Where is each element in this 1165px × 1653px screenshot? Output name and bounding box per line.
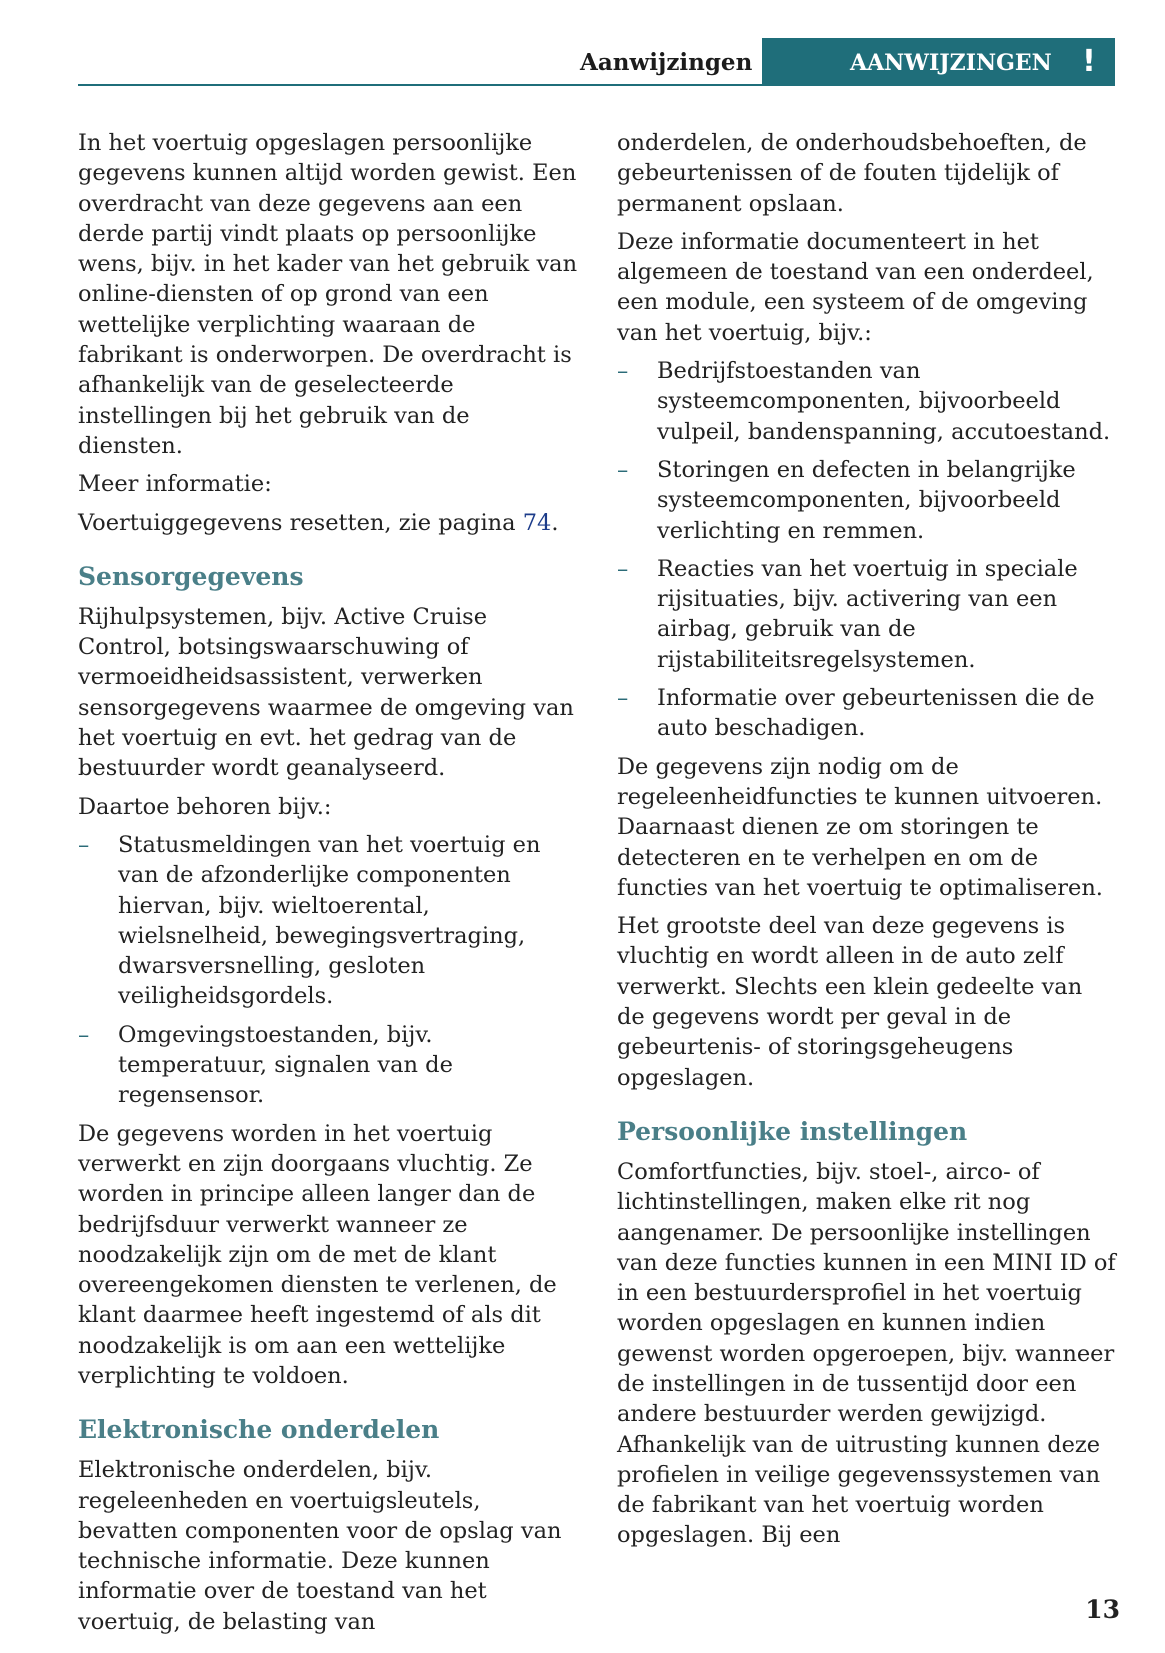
dash-bullet-icon: –	[78, 1021, 90, 1048]
heading-elektronische-onderdelen: Elektronische onderdelen	[78, 1415, 440, 1445]
volatile-paragraph: Het grootste deel van deze gegevens is vluchtig en wordt alleen in de auto zelf verwerkt. Slechts een klein gedeelte van de gegevens wordt per geval in de gebeurtenis- of storingsgeheugens opgeslagen.	[617, 913, 1083, 1091]
left-column	[78, 128, 578, 1645]
list-item-text: Statusmeldingen van het voertuig en van de afzonderlijke componenten hiervan, bijv. wieltoerental, wielsnelheid, bewegingsvertraging, dwarsversnelling, gesloten veiligheidsgordels.	[118, 831, 541, 1010]
sensor-list	[78, 830, 578, 1111]
header-rule	[78, 84, 1115, 86]
reset-reference-text: Voertuiggegevens resetten, zie pagina	[78, 509, 523, 536]
header-section-title: Aanwijzingen	[580, 49, 753, 76]
sensor-paragraph-3: De gegevens worden in het voertuig verwerkt en zijn doorgaans vluchtig. Ze worden in principe alleen langer dan de bedrijfsduur verwerkt wanneer ze noodzakelijk zijn om de met de klant overeengekomen diensten te verlenen, de klant daarmee heeft ingestemd of als dit noodzakelijk is om aan een wettelijke verplichting te voldoen.	[78, 1120, 557, 1389]
personal-paragraph-1: Comfortfuncties, bijv. stoel-, airco- of lichtinstellingen, maken elke rit nog aangenamer. De persoonlijke instellingen van deze functies kunnen in een MINI ID of in een bestuurdersprofiel in het voertuig worden opgeslagen en kunnen indien gewenst worden opgeroepen, bijv. wanneer de instellingen in de tussentijd door een andere bestuurder werden gewijzigd. Afhankelijk van de uitrusting kunnen deze profielen in veilige gegevenssystemen van de fabrikant van het voertuig worden opgeslagen. Bij een	[617, 1158, 1116, 1549]
electronic-paragraph-1: Elektronische onderdelen, bijv. regeleenheden en voertuigsleutels, bevatten componenten voor de opslag van technische informatie. Deze kunnen informatie over de toestand van het voertuig, de belasting van	[78, 1457, 562, 1635]
list-item-text: Reacties van het voertuig in speciale rijsituaties, bijv. activering van een airbag, gebruik van de rijstabiliteitsregelsystemen.	[657, 555, 1078, 673]
reset-reference	[78, 508, 578, 538]
list-item	[617, 455, 1117, 546]
page-link-74[interactable]: 74	[522, 509, 552, 536]
list-item-text: Storingen en defecten in belangrijke systeemcomponenten, bijvoorbeeld verlichting en remmen.	[657, 456, 1076, 544]
continuation-paragraph: onderdelen, de onderhoudsbehoeften, de gebeurtenissen of de fouten tijdelijk of permanent opslaan.	[617, 130, 1087, 217]
dash-bullet-icon: –	[617, 358, 629, 385]
dash-bullet-icon: –	[617, 456, 629, 483]
intro-paragraph: In het voertuig opgeslagen persoonlijke gegevens kunnen altijd worden gewist. Een overdracht van deze gegevens aan een derde partij vindt plaats op persoonlijke wens, bijv. in het kader van het gebruik van online-diensten of op grond van een wettelijke verplichting waaraan de fabrikant is onderworpen. De overdracht is afhankelijk van de geselecteerde instellingen bij het gebruik van de diensten.	[78, 130, 578, 459]
heading-sensorgegevens: Sensorgegevens	[78, 561, 304, 591]
list-item	[78, 830, 578, 1012]
function-paragraph: De gegevens zijn nodig om de regeleenheidfuncties te kunnen uitvoeren. Daarnaast dienen ze om storingen te detecteren en te verhelpen en om de functies van het voertuig te optimaliseren.	[617, 753, 1103, 901]
dash-bullet-icon: –	[617, 555, 629, 582]
list-item	[78, 1020, 578, 1111]
state-list	[617, 356, 1117, 744]
dash-bullet-icon: –	[78, 831, 90, 858]
list-item	[617, 554, 1117, 675]
dash-bullet-icon: –	[617, 685, 629, 712]
list-item-text: Bedrijfstoestanden van systeemcomponenten, bijvoorbeeld vulpeil, bandenspanning, accutoestand.	[657, 358, 1111, 445]
right-column	[617, 128, 1117, 1559]
more-info-label: Meer informatie:	[78, 471, 272, 498]
list-item-text: Informatie over gebeurtenissen die de auto beschadigen.	[657, 685, 1095, 742]
documentation-paragraph: Deze informatie documenteert in het algemeen de toestand van een onderdeel, een module, een systeem of de omgeving van het voertuig, bijv.:	[617, 228, 1094, 346]
sensor-paragraph-2: Daartoe behoren bijv.:	[78, 793, 332, 820]
list-item-text: Omgevingstoestanden, bijv. temperatuur, signalen van de regensensor.	[118, 1021, 453, 1109]
sensor-paragraph-1: Rijhulpsystemen, bijv. Active Cruise Control, botsingswaarschuwing of vermoeidheidsassistent, verwerken sensorgegevens waarmee de omgeving van het voertuig en evt. het gedrag van de bestuurder wordt geanalyseerd.	[78, 603, 574, 782]
header-chapter-title: AANWIJZINGEN	[850, 50, 1052, 76]
list-item	[617, 356, 1117, 447]
heading-persoonlijke-instellingen: Persoonlijke instellingen	[617, 1116, 968, 1146]
list-item	[617, 683, 1117, 744]
exclamation-icon: !	[1082, 44, 1096, 79]
reset-reference-end: .	[551, 509, 559, 536]
page-number: 13	[1085, 1595, 1120, 1624]
